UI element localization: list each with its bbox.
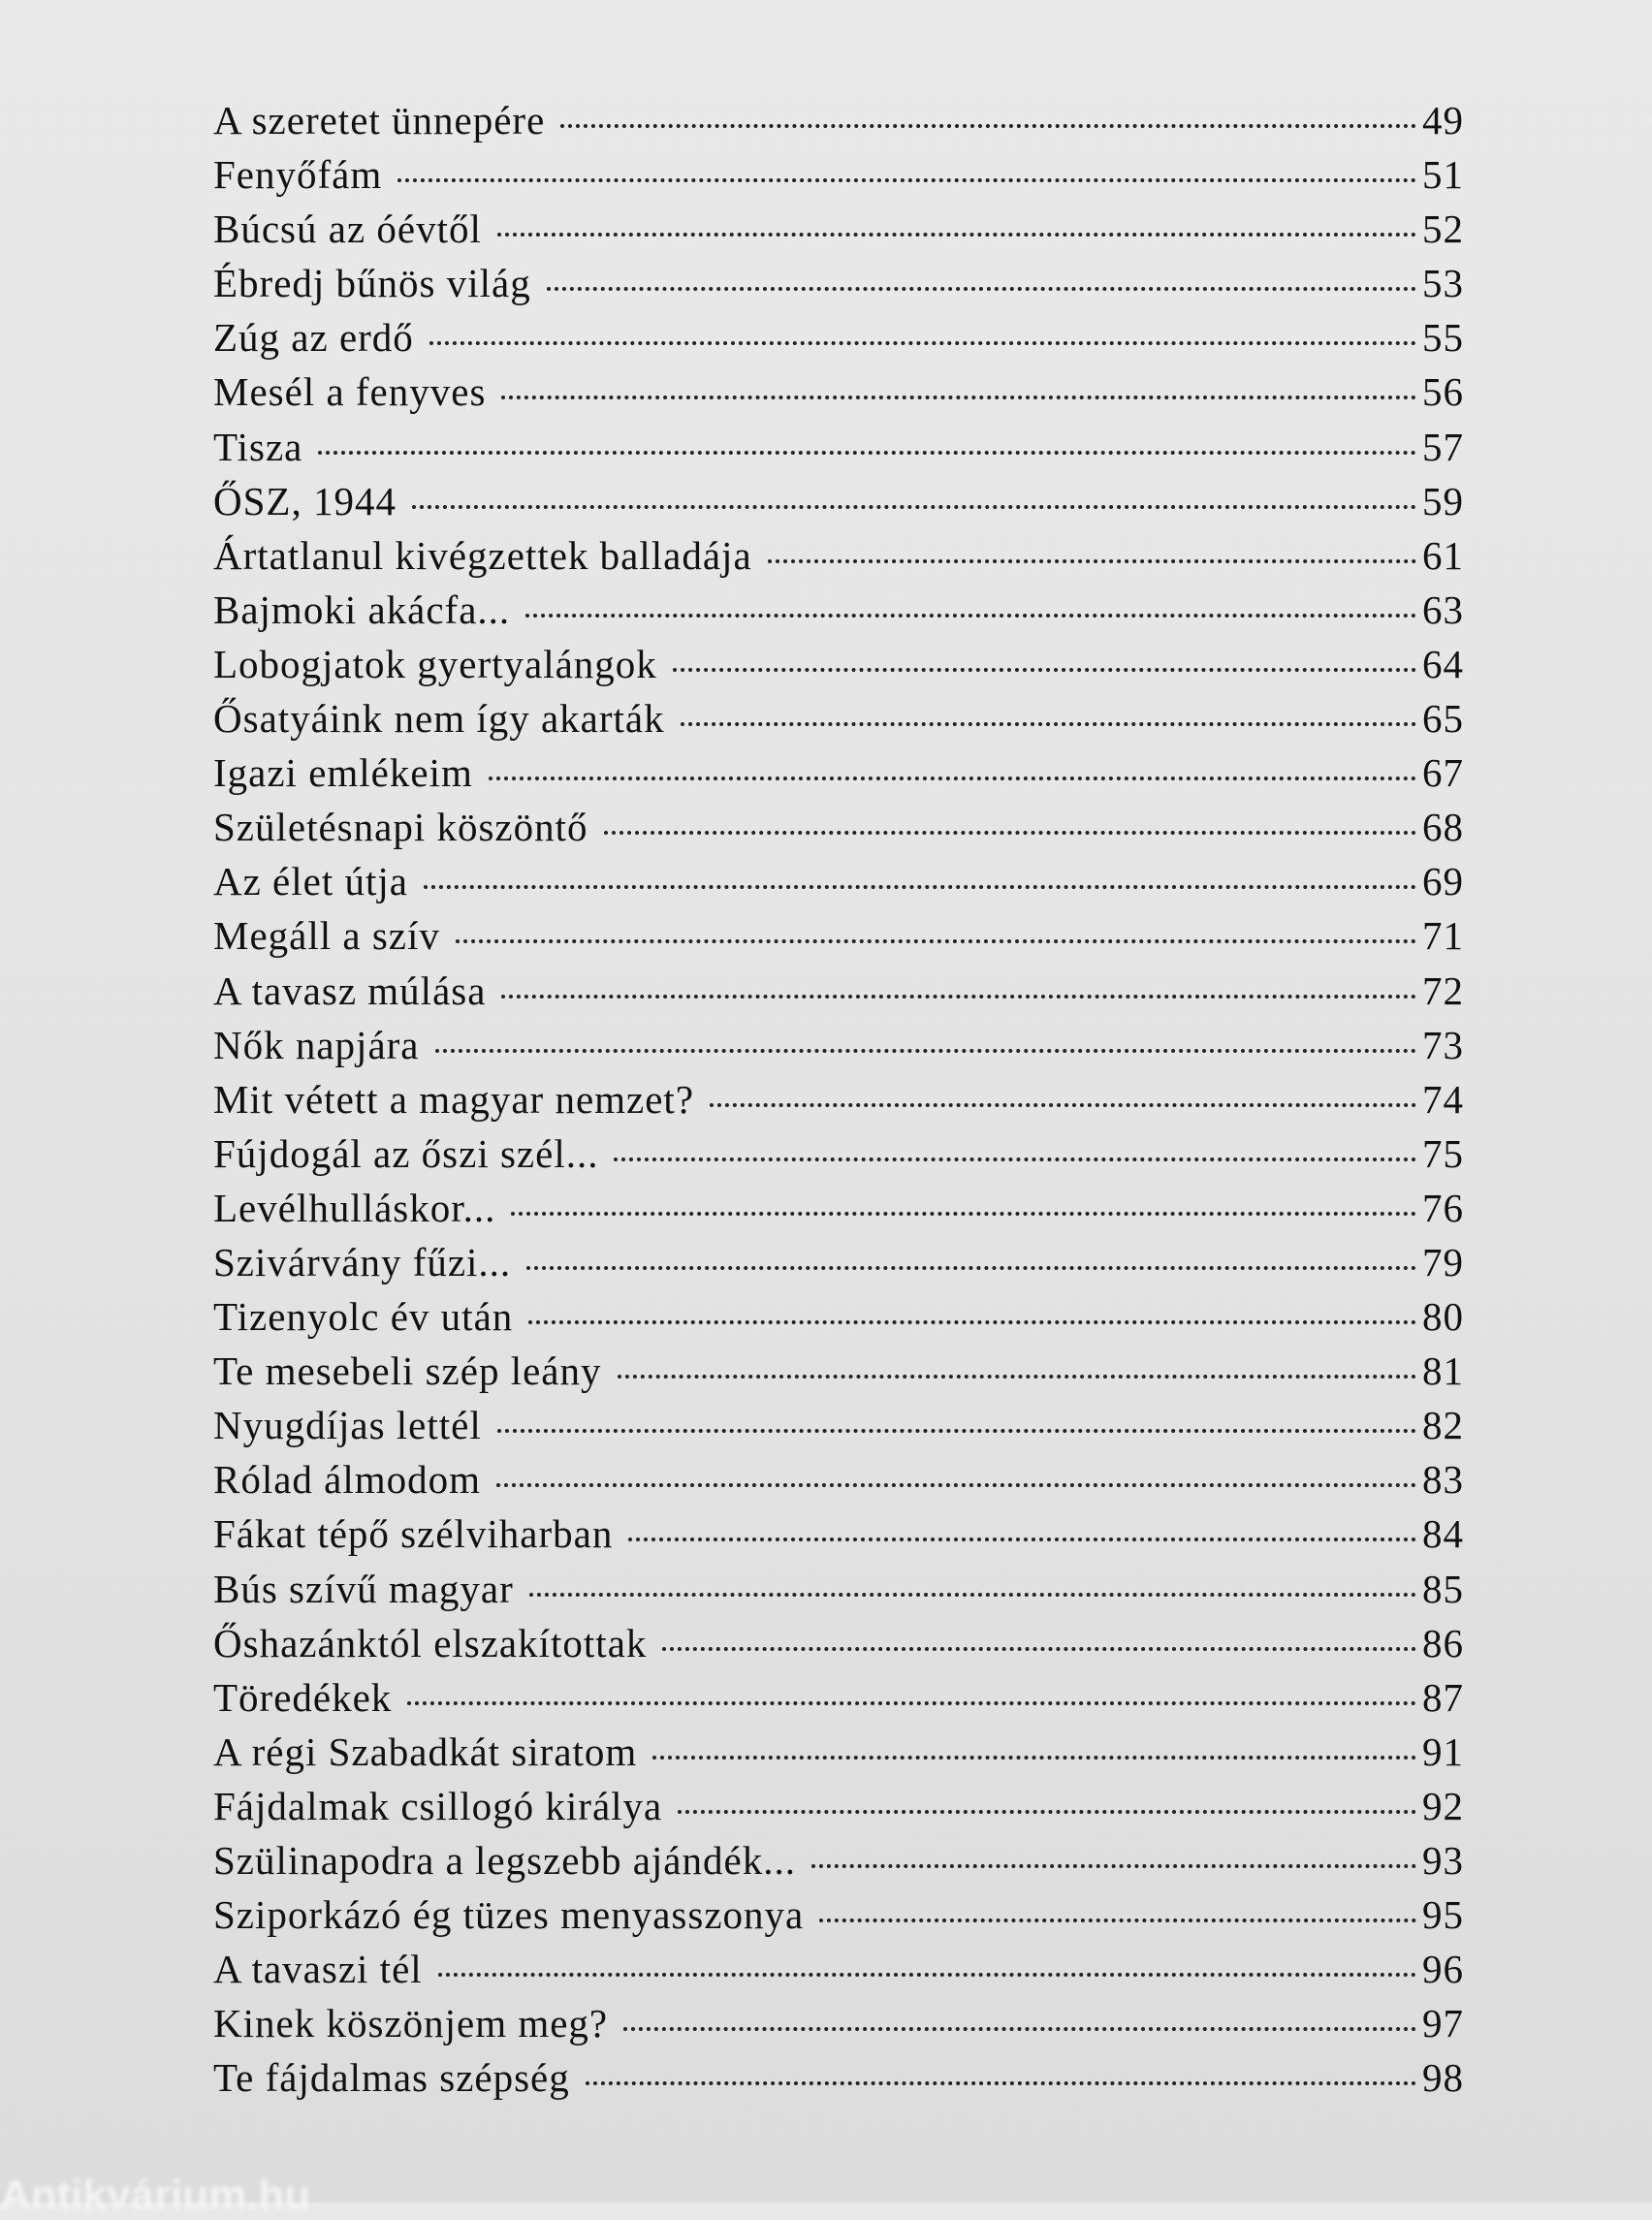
dot-leader [678, 1810, 1416, 1814]
entry-title: Fenyőfám [213, 152, 383, 198]
entry-page-number: 93 [1422, 1838, 1464, 1883]
entry-page-number: 64 [1422, 641, 1464, 686]
entry-page-number: 96 [1422, 1947, 1464, 1992]
entry-title: Őshazánktól elszakítottak [213, 1620, 648, 1665]
entry-page-number: 87 [1422, 1674, 1464, 1720]
toc-entry [213, 1566, 1464, 1620]
dot-leader [424, 885, 1416, 889]
entry-page-number: 51 [1422, 152, 1464, 198]
dot-leader [652, 1756, 1416, 1760]
entry-page-number: 95 [1422, 1892, 1464, 1938]
entry-page-number: 49 [1422, 98, 1464, 143]
dot-leader [497, 233, 1416, 237]
dot-leader [768, 559, 1416, 563]
toc-entry [213, 1891, 1464, 1946]
toc-entry [213, 1620, 1464, 1674]
entry-title: Ősatyáink nem így akarták [213, 696, 665, 742]
toc-entry [213, 587, 1464, 641]
toc-entry [213, 967, 1464, 1022]
dot-leader [501, 396, 1416, 399]
entry-title: Rólad álmodom [213, 1457, 482, 1503]
entry-page-number: 65 [1422, 696, 1464, 742]
toc-entry [213, 1293, 1464, 1348]
entry-page-number: 97 [1422, 2001, 1464, 2046]
dot-leader [681, 722, 1416, 726]
toc-entry [213, 1674, 1464, 1728]
entry-page-number: 82 [1422, 1403, 1464, 1448]
toc-entry [213, 1348, 1464, 1402]
entry-page-number: 61 [1422, 532, 1464, 578]
entry-title: Tizenyolc év után [213, 1294, 514, 1340]
entry-page-number: 83 [1422, 1457, 1464, 1503]
dot-leader [525, 614, 1416, 618]
entry-page-number: 80 [1422, 1294, 1464, 1340]
toc-entry [213, 749, 1464, 804]
toc-entry [213, 1185, 1464, 1239]
entry-title: Zúg az erdő [213, 315, 414, 361]
dot-leader [623, 2027, 1416, 2031]
entry-page-number: 59 [1422, 478, 1464, 523]
entry-page-number: 85 [1422, 1566, 1464, 1611]
entry-title: Te fájdalmas szépség [213, 2055, 570, 2101]
entry-title: Bús szívű magyar [213, 1566, 514, 1611]
entry-page-number: 55 [1422, 315, 1464, 361]
dot-leader [618, 1375, 1417, 1379]
entry-title: Mit vétett a magyar nemzet? [213, 1076, 695, 1122]
toc-entry [213, 532, 1464, 587]
entry-page-number: 81 [1422, 1348, 1464, 1394]
entry-page-number: 56 [1422, 369, 1464, 415]
toc-entry [213, 1130, 1464, 1185]
dot-leader [586, 2081, 1416, 2085]
entry-page-number: 72 [1422, 967, 1464, 1013]
toc-entry [213, 478, 1464, 532]
dot-leader [819, 1919, 1416, 1922]
entry-page-number: 75 [1422, 1130, 1464, 1176]
entry-page-number: 86 [1422, 1620, 1464, 1665]
entry-title: Töredékek [213, 1674, 393, 1720]
dot-leader [528, 1320, 1416, 1324]
dot-leader [673, 668, 1416, 672]
entry-title: Búcsú az óévtől [213, 206, 482, 252]
toc-entry [213, 1456, 1464, 1510]
toc-entry [213, 1837, 1464, 1891]
toc-entry [213, 1076, 1464, 1130]
dot-leader [397, 178, 1416, 182]
dot-leader [811, 1864, 1416, 1868]
toc-entry [213, 260, 1464, 314]
toc-entry [213, 1946, 1464, 2000]
toc-entry [213, 368, 1464, 423]
toc-entry [213, 804, 1464, 858]
dot-leader [501, 995, 1416, 999]
toc-entry [213, 151, 1464, 206]
toc-entry [213, 912, 1464, 967]
entry-title: Sziporkázó ég tüzes menyasszonya [213, 1892, 805, 1938]
dot-leader [318, 451, 1416, 455]
dot-leader [456, 939, 1416, 943]
dot-leader [511, 1212, 1416, 1216]
entry-title: Mesél a fenyves [213, 369, 487, 415]
toc-entry [213, 1239, 1464, 1293]
entry-page-number: 73 [1422, 1022, 1464, 1067]
dot-leader [604, 831, 1416, 835]
entry-title: Tisza [213, 424, 303, 469]
entry-title: Nők napjára [213, 1022, 420, 1067]
entry-page-number: 69 [1422, 859, 1464, 904]
entry-title: Kinek köszönjem meg? [213, 2001, 609, 2046]
entry-page-number: 63 [1422, 587, 1464, 632]
dot-leader [496, 1483, 1416, 1487]
entry-page-number: 76 [1422, 1185, 1464, 1230]
toc-entry [213, 97, 1464, 151]
toc-entry [213, 1783, 1464, 1837]
entry-title: Fákat tépő szélviharban [213, 1511, 614, 1557]
toc-entry [213, 1510, 1464, 1565]
entry-title: Ártatlanul kivégzettek balladája [213, 532, 752, 578]
entry-title: Te mesebeli szép leány [213, 1348, 602, 1394]
entry-title: Fújdogál az őszi szél... [213, 1130, 599, 1176]
toc-entry [213, 695, 1464, 749]
entry-title: Az élet útja [213, 859, 408, 904]
toc-entry [213, 858, 1464, 912]
toc-entry [213, 206, 1464, 260]
dot-leader [529, 1593, 1416, 1597]
entry-title: Nyugdíjas lettél [213, 1403, 482, 1448]
entry-page-number: 52 [1422, 206, 1464, 252]
entry-title: Ébredj bűnös világ [213, 261, 531, 306]
entry-title: Levélhulláskor... [213, 1185, 496, 1230]
entry-page-number: 98 [1422, 2055, 1464, 2101]
dot-leader [547, 287, 1416, 291]
toc-entry [213, 2000, 1464, 2054]
entry-title: Fájdalmak csillogó királya [213, 1783, 663, 1828]
dot-leader [710, 1103, 1416, 1107]
entry-page-number: 91 [1422, 1728, 1464, 1774]
toc-entry [213, 1402, 1464, 1456]
entry-page-number: 71 [1422, 913, 1464, 959]
entry-page-number: 79 [1422, 1239, 1464, 1284]
entry-page-number: 92 [1422, 1783, 1464, 1828]
dot-leader [662, 1647, 1416, 1651]
toc-entry [213, 2054, 1464, 2109]
entry-title: A tavaszi tél [213, 1947, 423, 1992]
dot-leader [560, 124, 1416, 128]
dot-leader [435, 1049, 1417, 1053]
entry-title: Igazi emlékeim [213, 750, 473, 796]
entry-title: Szivárvány fűzi... [213, 1239, 512, 1284]
dot-leader [407, 1701, 1416, 1705]
entry-page-number: 68 [1422, 805, 1464, 850]
entry-title: A szeretet ünnepére [213, 98, 546, 143]
toc-entry [213, 1728, 1464, 1783]
entry-title: ŐSZ, 1944 [213, 478, 397, 523]
entry-page-number: 74 [1422, 1076, 1464, 1122]
dot-leader [526, 1266, 1416, 1270]
dot-leader [412, 505, 1416, 509]
entry-title: A tavasz múlása [213, 967, 487, 1013]
toc-entry [213, 1022, 1464, 1076]
toc-entry [213, 314, 1464, 368]
dot-leader [628, 1538, 1416, 1541]
entry-title: Születésnapi köszöntő [213, 805, 588, 850]
dot-leader [614, 1158, 1416, 1161]
entry-title: Megáll a szív [213, 913, 440, 959]
toc-entry [213, 641, 1464, 695]
entry-title: Szülinapodra a legszebb ajándék... [213, 1838, 796, 1883]
entry-page-number: 67 [1422, 750, 1464, 796]
toc-entry [213, 424, 1464, 478]
dot-leader [489, 777, 1416, 780]
dot-leader [429, 341, 1416, 345]
entry-title: Lobogjatok gyertyalángok [213, 641, 657, 686]
entry-page-number: 57 [1422, 424, 1464, 469]
dot-leader [497, 1429, 1416, 1433]
dot-leader [438, 1973, 1416, 1977]
table-of-contents [213, 97, 1464, 2109]
entry-title: Bajmoki akácfa... [213, 587, 511, 632]
watermark: Antikvárium.hu [0, 2172, 311, 2219]
entry-page-number: 84 [1422, 1511, 1464, 1557]
entry-title: A régi Szabadkát siratom [213, 1728, 638, 1774]
entry-page-number: 53 [1422, 261, 1464, 306]
